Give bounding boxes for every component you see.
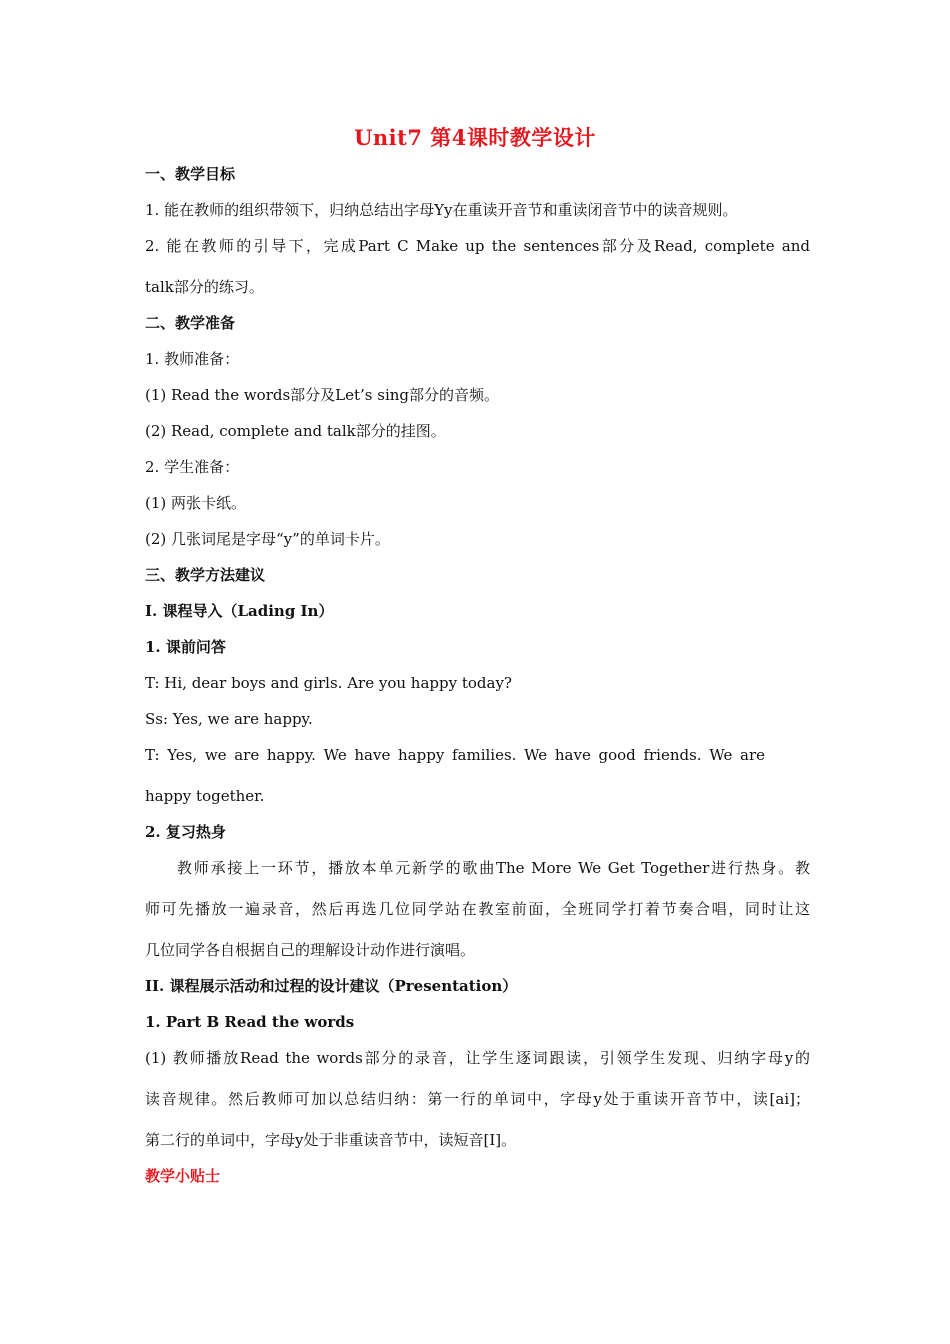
- dialog-line-1: T: Hi, dear boys and girls. Are you happy today?: [145, 674, 512, 692]
- subsection-presentation: II. 课程展示活动和过程的设计建议（Presentation）: [145, 977, 518, 995]
- dialog-line-3: [145, 745, 765, 765]
- student-preparation-item-1: (1) 两张卡纸。: [145, 494, 247, 512]
- read-paragraph-line-2: 读音规律。然后教师可加以总结归纳：第一行的单词中，字母y处于重读开音节中，读[ai]；: [145, 1090, 810, 1108]
- warmup-paragraph-line-3: 几位同学各自根据自己的理解设计动作进行演唱。: [145, 941, 476, 959]
- read-paragraph-line-1: (1) 教师播放Read the words部分的录音，让学生逐词跟读，引领学生发现、归纳字母y的: [145, 1049, 810, 1067]
- section-heading-methods: 三、教学方法建议: [145, 566, 266, 584]
- subsection-lead-in: I. 课程导入（Lading In）: [145, 602, 334, 620]
- student-preparation-item-2: (2) 几张词尾是字母“y”的单词卡片。: [145, 530, 390, 548]
- document-title: Unit7 第4课时教学设计: [354, 125, 596, 150]
- objective-item-2-line-1: 2. 能在教师的引导下，完成Part C Make up the sentences部分及Read, complete and: [145, 237, 810, 255]
- subsection-qa: 1. 课前问答: [145, 638, 226, 656]
- teaching-tips-heading: 教学小贴士: [145, 1167, 221, 1185]
- warmup-paragraph-line-1: 教师承接上一环节，播放本单元新学的歌曲The More We Get Together进行热身。教: [177, 859, 810, 877]
- subsection-read-the-words: 1. Part B Read the words: [145, 1013, 355, 1031]
- dialog-line-2: Ss: Yes, we are happy.: [145, 710, 313, 728]
- teacher-preparation-item-1: (1) Read the words部分及Let’s sing部分的音频。: [145, 386, 500, 404]
- dialog-line-3-text: T: Yes, we are happy. We have happy families. We have good friends. We are: [145, 746, 765, 764]
- teacher-preparation: 1. 教师准备：: [145, 350, 240, 368]
- section-heading-objectives: 一、教学目标: [145, 165, 236, 183]
- objective-item-2-line-2: talk部分的练习。: [145, 278, 264, 296]
- subsection-warmup: 2. 复习热身: [145, 823, 226, 841]
- dialog-line-3-cont: happy together.: [145, 787, 265, 805]
- teacher-preparation-item-2: (2) Read, complete and talk部分的挂图。: [145, 422, 446, 440]
- student-preparation: 2. 学生准备：: [145, 458, 240, 476]
- objective-item-1: 1. 能在教师的组织带领下，归纳总结出字母Yy在重读开音节和重读闭音节中的读音规则。: [145, 201, 738, 219]
- read-paragraph-line-3: 第二行的单词中，字母y处于非重读音节中，读短音[I]。: [145, 1131, 517, 1149]
- section-heading-preparation: 二、教学准备: [145, 314, 236, 332]
- warmup-paragraph-line-2: 师可先播放一遍录音，然后再选几位同学站在教室前面，全班同学打着节奏合唱，同时让这: [145, 900, 810, 918]
